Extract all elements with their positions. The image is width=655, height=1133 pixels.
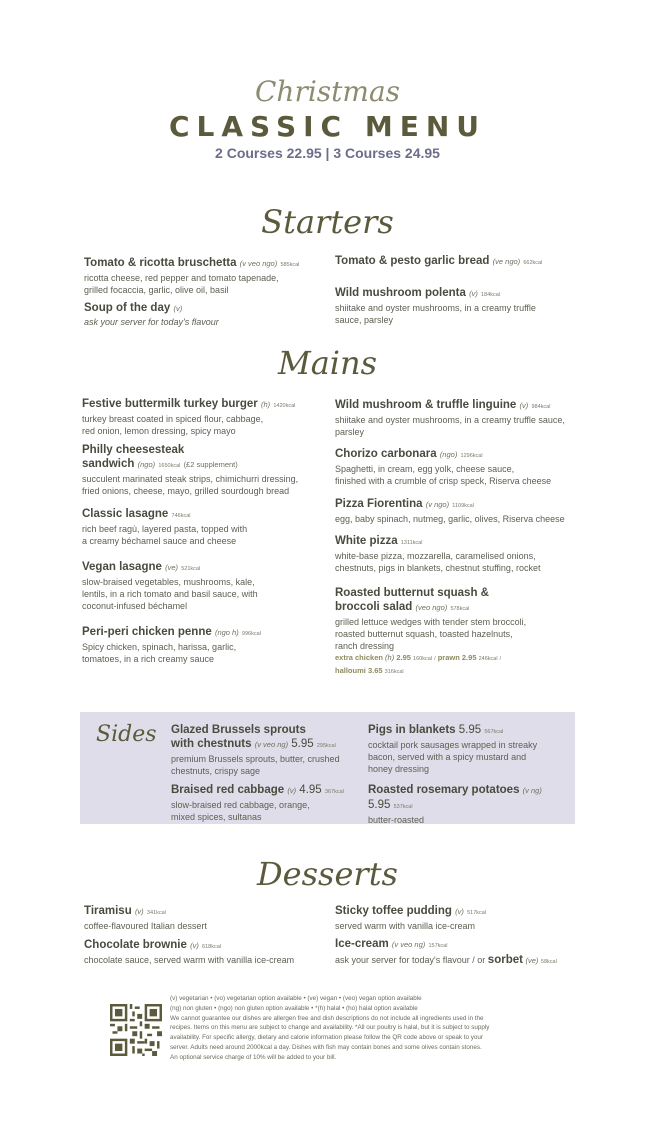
extra-chicken-price: 2.95: [396, 653, 411, 662]
item-name: Braised red cabbage: [171, 784, 285, 796]
kcal: 521kcal: [181, 566, 201, 572]
item-description: finished with a crumble of crisp speck, Riserva cheese: [335, 476, 552, 486]
desserts-heading: Desserts: [257, 855, 398, 893]
diet-key-line: (ng) non gluten • (ngo) non gluten option available • *(h) halal • (ho) halal option available: [170, 1004, 418, 1012]
diet-tag: (ngo): [137, 460, 156, 469]
item-description: ranch dressing: [335, 641, 395, 651]
diet-tag: (v ng): [522, 786, 542, 795]
kcal: 58kcal: [540, 959, 557, 965]
menu-title: CLASSIC MENU: [168, 110, 486, 143]
item-description: chestnuts, crispy sage: [171, 766, 261, 776]
item-name: White pizza: [335, 535, 398, 547]
item-name-cont: sandwich: [82, 458, 135, 470]
diet-key-line: (v) vegetarian • (vo) vegetarian option available • (ve) vegan • (veo) vegan option available: [170, 995, 422, 1002]
item-name: Soup of the day: [84, 302, 171, 314]
item-description: grilled focaccia, garlic, olive oil, basil: [84, 285, 229, 295]
menu-item: [335, 497, 585, 525]
item-description: Spicy chicken, spinach, harissa, garlic,: [82, 642, 237, 652]
extra-halloumi-label: halloumi: [335, 666, 366, 675]
item-description: slow-braised red cabbage, orange,: [171, 800, 310, 810]
item-description: Spaghetti, in cream, egg yolk, cheese sauce,: [335, 464, 515, 474]
diet-tag: (ngo h): [214, 628, 239, 637]
item-name: Ice-cream: [335, 938, 389, 950]
kcal: 537kcal: [393, 804, 413, 810]
kcal: 517kcal: [467, 910, 487, 916]
diet-tag: (v): [455, 907, 464, 916]
item-description: a creamy béchamel sauce and cheese: [82, 536, 237, 546]
item-name: Pizza Fiorentina: [335, 498, 423, 510]
item-name: Peri-peri chicken penne: [82, 626, 212, 638]
dessert-item: [84, 938, 324, 966]
item-name: Chorizo carbonara: [335, 448, 437, 460]
item-name: Pigs in blankets: [368, 724, 456, 736]
item-description: tomatoes, in a rich creamy sauce: [82, 654, 215, 664]
item-description: bacon, served with a spicy mustard and: [368, 752, 527, 762]
kcal: 246kcal: [478, 656, 498, 662]
diet-tag: (v ngo): [425, 500, 450, 509]
diet-tag: (v): [469, 289, 478, 298]
diet-tag: (ve): [525, 956, 539, 965]
item-description: cocktail pork sausages wrapped in streaky: [368, 740, 538, 750]
kcal: 585kcal: [280, 262, 300, 268]
menu-item: [82, 397, 320, 437]
item-description: egg, baby spinach, nutmeg, garlic, olives, Riserva cheese: [335, 514, 565, 524]
diet-tag: (v): [173, 304, 183, 313]
item-name: Tiramisu: [84, 905, 132, 917]
menu-item: [335, 398, 585, 438]
item-name: Festive buttermilk turkey burger: [82, 398, 258, 410]
diet-tag: (ve ngo): [492, 257, 521, 266]
starters-heading: Starters: [261, 203, 394, 241]
kcal: 578kcal: [450, 606, 470, 612]
menu-item: [335, 254, 585, 270]
kcal: 1109kcal: [452, 503, 474, 509]
price: 4.95: [299, 784, 322, 796]
menu-item: [335, 447, 585, 487]
diet-tag: (v veo ngo): [239, 259, 278, 268]
item-description: ask your server for today's flavour: [84, 317, 219, 327]
item-description: turkey breast coated in spiced flour, cabbage,: [82, 414, 264, 424]
extra-halloumi-price: 3.65: [367, 666, 383, 675]
price: 5.95: [291, 738, 314, 750]
diet-tag: (ngo): [439, 450, 458, 459]
menu-item: [335, 534, 585, 574]
kcal: 567kcal: [484, 729, 504, 735]
kcal: 984kcal: [531, 404, 551, 410]
item-description: fried onions, cheese, mayo, grilled sourdough bread: [82, 486, 290, 496]
item-name: Vegan lasagne: [82, 561, 162, 573]
item-name-cont: broccoli salad: [335, 601, 413, 613]
separator: /: [434, 656, 436, 662]
menu-item: [82, 625, 320, 665]
kcal: 1296kcal: [460, 453, 483, 459]
kcal: 367kcal: [324, 789, 344, 795]
price: 5.95: [368, 799, 391, 811]
menu-item: [335, 586, 585, 678]
item-description: white-base pizza, mozzarella, caramelised onions,: [335, 551, 536, 561]
item-description: rich beef ragù, layered pasta, topped with: [82, 524, 248, 534]
notice-line: availability. For specific allergy, dietary and calorie information please follow the QR code above or speak to your: [170, 1034, 484, 1042]
mains-heading: Mains: [277, 344, 378, 382]
christmas-script-heading: Christmas: [254, 75, 401, 108]
kcal: 295kcal: [316, 743, 336, 749]
item-name: Wild mushroom & truffle linguine: [335, 399, 517, 411]
kcal: 996kcal: [241, 631, 261, 637]
menu-item: [82, 560, 320, 612]
item-description: lentils, in a rich tomato and basil sauce, with: [82, 589, 258, 599]
side-item: [171, 723, 361, 777]
menu-item: [335, 286, 585, 326]
notice-line: We cannot guarantee our dishes are allergen free and dish descriptions do not include all ingredients used in the: [170, 1014, 484, 1022]
item-name: Wild mushroom polenta: [335, 287, 466, 299]
side-item: [368, 783, 568, 826]
price: 5.95: [458, 724, 482, 736]
kcal: 746kcal: [171, 513, 191, 519]
item-name: Classic lasagne: [82, 508, 169, 520]
kcal: 1311kcal: [400, 540, 423, 546]
kcal: 316kcal: [384, 669, 404, 675]
item-description: mixed spices, sultanas: [171, 812, 262, 822]
kcal: 341kcal: [146, 910, 166, 916]
diet-tag: (h): [385, 653, 395, 662]
supplement: (£2 supplement): [183, 460, 238, 469]
menu-item: [84, 256, 322, 296]
kcal: 157kcal: [428, 943, 448, 949]
extra-chicken-label: extra chicken: [335, 653, 383, 662]
dessert-item: [84, 904, 324, 932]
item-name: Sticky toffee pudding: [335, 905, 452, 917]
qr-code-icon[interactable]: [110, 1004, 162, 1056]
diet-tag: (v): [190, 941, 199, 950]
kcal: 160kcal: [413, 656, 432, 662]
kcal: 1420kcal: [273, 403, 296, 409]
menu-item: [84, 301, 322, 328]
sides-heading: Sides: [96, 722, 157, 747]
diet-tag: (v): [519, 401, 529, 410]
item-description: ask your server for today's flavour / or: [335, 955, 486, 965]
menu-item: [82, 507, 320, 547]
item-description: shiitake and oyster mushrooms, in a creamy truffle: [335, 303, 536, 313]
item-name: Tomato & ricotta bruschetta: [84, 257, 237, 269]
salad-extras-cont: [335, 665, 585, 678]
item-description: honey dressing: [368, 764, 430, 774]
item-description: served warm with vanilla ice-cream: [335, 921, 476, 931]
dessert-item: [335, 937, 585, 968]
item-name: Glazed Brussels sprouts: [171, 724, 306, 736]
side-item: [368, 723, 563, 775]
diet-tag: (h): [260, 400, 271, 409]
item-description: butter-roasted: [368, 815, 425, 825]
item-description: chestnuts, pigs in blankets, chestnut stuffing, rocket: [335, 563, 541, 573]
item-description: slow-braised vegetables, mushrooms, kale,: [82, 577, 255, 587]
item-description: grilled lettuce wedges with tender stem broccoli,: [335, 617, 527, 627]
item-name: Tomato & pesto garlic bread: [335, 255, 490, 267]
diet-tag: (v): [287, 786, 297, 795]
item-description: red onion, lemon dressing, spicy mayo: [82, 426, 236, 436]
item-description: parsley: [335, 427, 365, 437]
notice-line: recipes. Items on this menu are subject to change and availability. *All our poultry is halal, but it is subject to supply: [170, 1024, 490, 1032]
notice-line: An optional service charge of 10% will be added to your bill.: [170, 1053, 337, 1061]
diet-tag: (v veo ng): [254, 740, 289, 749]
item-description: shiitake and oyster mushrooms, in a creamy truffle sauce,: [335, 415, 565, 425]
item-name: Philly cheesesteak: [82, 444, 185, 456]
item-description: ricotta cheese, red pepper and tomato tapenade,: [84, 273, 279, 283]
sorbet-label: sorbet: [487, 954, 523, 966]
kcal: 662kcal: [523, 260, 543, 266]
course-prices: 2 Courses 22.95 | 3 Courses 24.95: [215, 145, 440, 161]
kcal: 1650kcal: [158, 463, 181, 469]
kcal: 184kcal: [481, 292, 500, 298]
item-description: chocolate sauce, served warm with vanilla ice-cream: [84, 955, 295, 965]
item-description: coconut-infused béchamel: [82, 601, 188, 611]
item-name: Chocolate brownie: [84, 939, 187, 951]
kcal: 618kcal: [202, 944, 221, 950]
item-name-cont: with chestnuts: [171, 738, 252, 750]
diet-tag: (veo ngo): [415, 603, 448, 612]
item-description: roasted butternut squash, toasted hazelnuts,: [335, 629, 513, 639]
menu-item: [82, 443, 322, 497]
salad-extras: [335, 652, 585, 665]
extra-prawn-price: 2.95: [461, 653, 477, 662]
allergen-legal-notice: [170, 994, 560, 1063]
item-description: sauce, parsley: [335, 315, 394, 325]
extra-prawn-label: prawn: [437, 653, 460, 662]
notice-line: server. Adults need around 2000kcal a day. Dishes with fish may contain bones and some olives contain stones.: [170, 1043, 482, 1051]
item-description: coffee-flavoured Italian dessert: [84, 921, 207, 931]
diet-tag: (v): [134, 907, 144, 916]
dessert-item: [335, 904, 585, 932]
separator: /: [499, 656, 502, 662]
item-description: succulent marinated steak strips, chimichurri dressing,: [82, 474, 299, 484]
side-item: [171, 783, 361, 823]
diet-tag: (v veo ng): [391, 940, 426, 949]
item-name: Roasted rosemary potatoes: [368, 784, 520, 796]
item-name: Roasted butternut squash &: [335, 587, 489, 599]
item-description: premium Brussels sprouts, butter, crushed: [171, 754, 340, 764]
diet-tag: (ve): [165, 563, 179, 572]
